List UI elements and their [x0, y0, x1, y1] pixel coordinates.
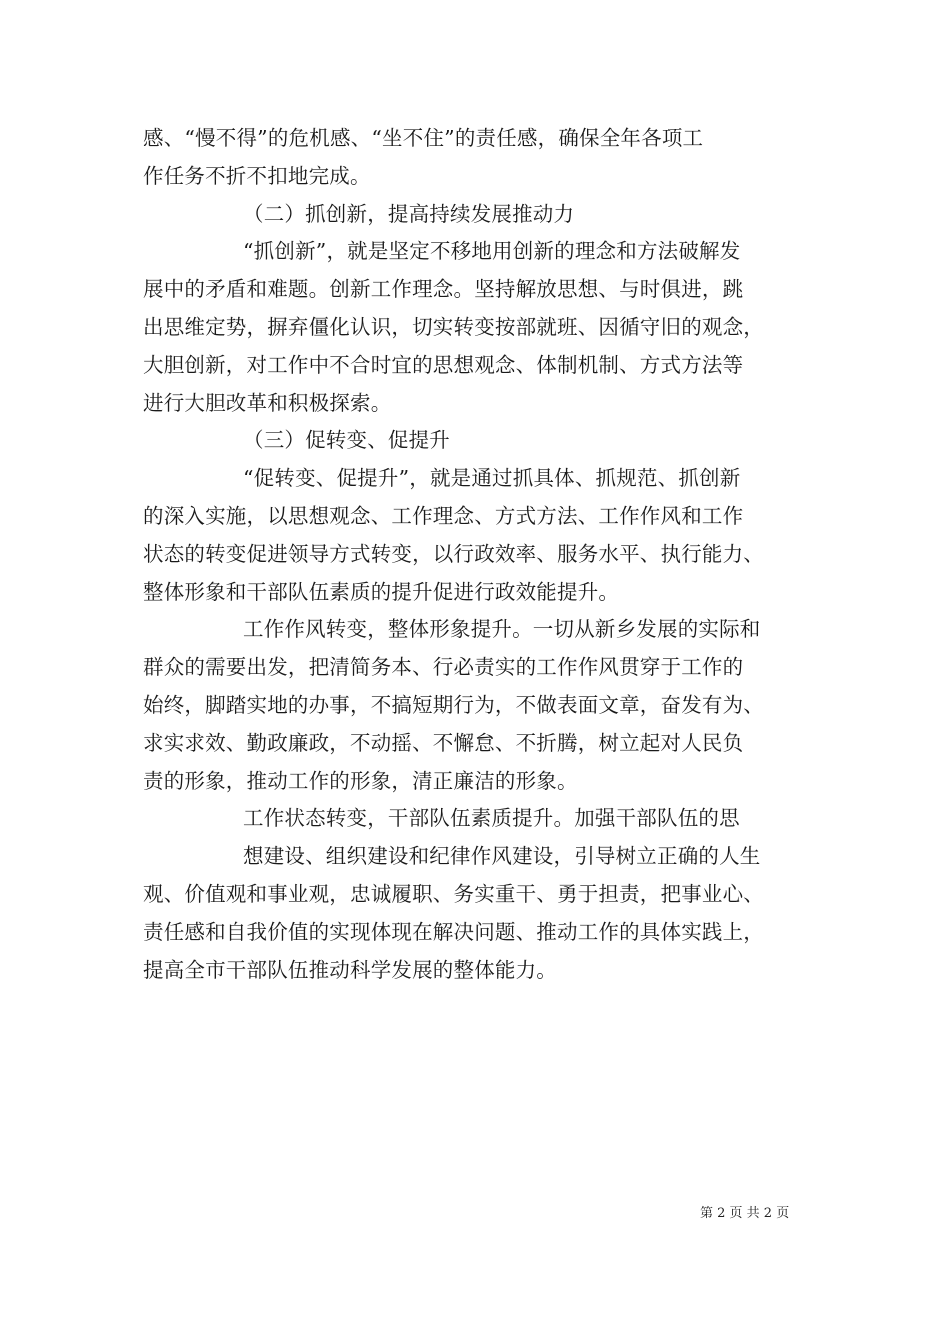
text-line: 工作作风转变，整体形象提升。一切从新乡发展的实际和	[243, 617, 761, 642]
text-line: 感、“慢不得”的危机感、“坐不住”的责任感，确保全年各项工	[143, 126, 704, 150]
text-line: 进行大胆改革和积极探索。	[143, 390, 392, 415]
text-line: 想建设、组织建设和纪律作风建设，引导树立正确的人生	[243, 844, 761, 869]
text-line: 求实求效、勤政廉政，不动摇、不懈怠、不折腾，树立起对人民负	[143, 730, 744, 755]
text-line: “抓创新”，就是坚定不移地用创新的理念和方法破解发	[243, 239, 741, 264]
text-line: 始终，脚踏实地的办事，不搞短期行为，不做表面文章，奋发有为、	[143, 692, 764, 717]
text-line: 整体形象和干部队伍素质的提升促进行政效能提升。	[143, 579, 620, 604]
document-body	[143, 120, 813, 989]
text-line: 责任感和自我价值的实现体现在解决问题、推动工作的具体实践上，	[143, 919, 764, 944]
text-line: 责的形象，推动工作的形象，清正廉洁的形象。	[143, 768, 578, 793]
text-line: （二）抓创新，提高持续发展推动力	[243, 201, 575, 226]
text-line: 出思维定势，摒弃僵化认识，切实转变按部就班、因循守旧的观念，	[143, 314, 764, 339]
text-line: 观、价值观和事业观，忠诚履职、务实重干、勇于担责，把事业心、	[143, 881, 764, 906]
text-line: “促转变、促提升”，就是通过抓具体、抓规范、抓创新	[243, 466, 741, 491]
page-footer: 第 2 页 共 2 页	[700, 1206, 790, 1221]
text-line: （三）促转变、促提升	[243, 428, 450, 453]
text-line: 大胆创新，对工作中不合时宜的思想观念、体制机制、方式方法等	[143, 352, 744, 377]
text-line: 工作状态转变，干部队伍素质提升。加强干部队伍的思	[243, 806, 740, 831]
text-line: 作任务不折不扣地完成。	[143, 163, 371, 188]
text-line: 群众的需要出发，把清简务本、行必责实的工作作风贯穿于工作的	[143, 655, 744, 680]
text-line: 提高全市干部队伍推动科学发展的整体能力。	[143, 957, 557, 982]
text-line: 展中的矛盾和难题。创新工作理念。坚持解放思想、与时俱进，跳	[143, 277, 744, 302]
text-line: 的深入实施，以思想观念、工作理念、方式方法、工作作风和工作	[143, 503, 744, 528]
text-line: 状态的转变促进领导方式转变，以行政效率、服务水平、执行能力、	[143, 541, 764, 566]
